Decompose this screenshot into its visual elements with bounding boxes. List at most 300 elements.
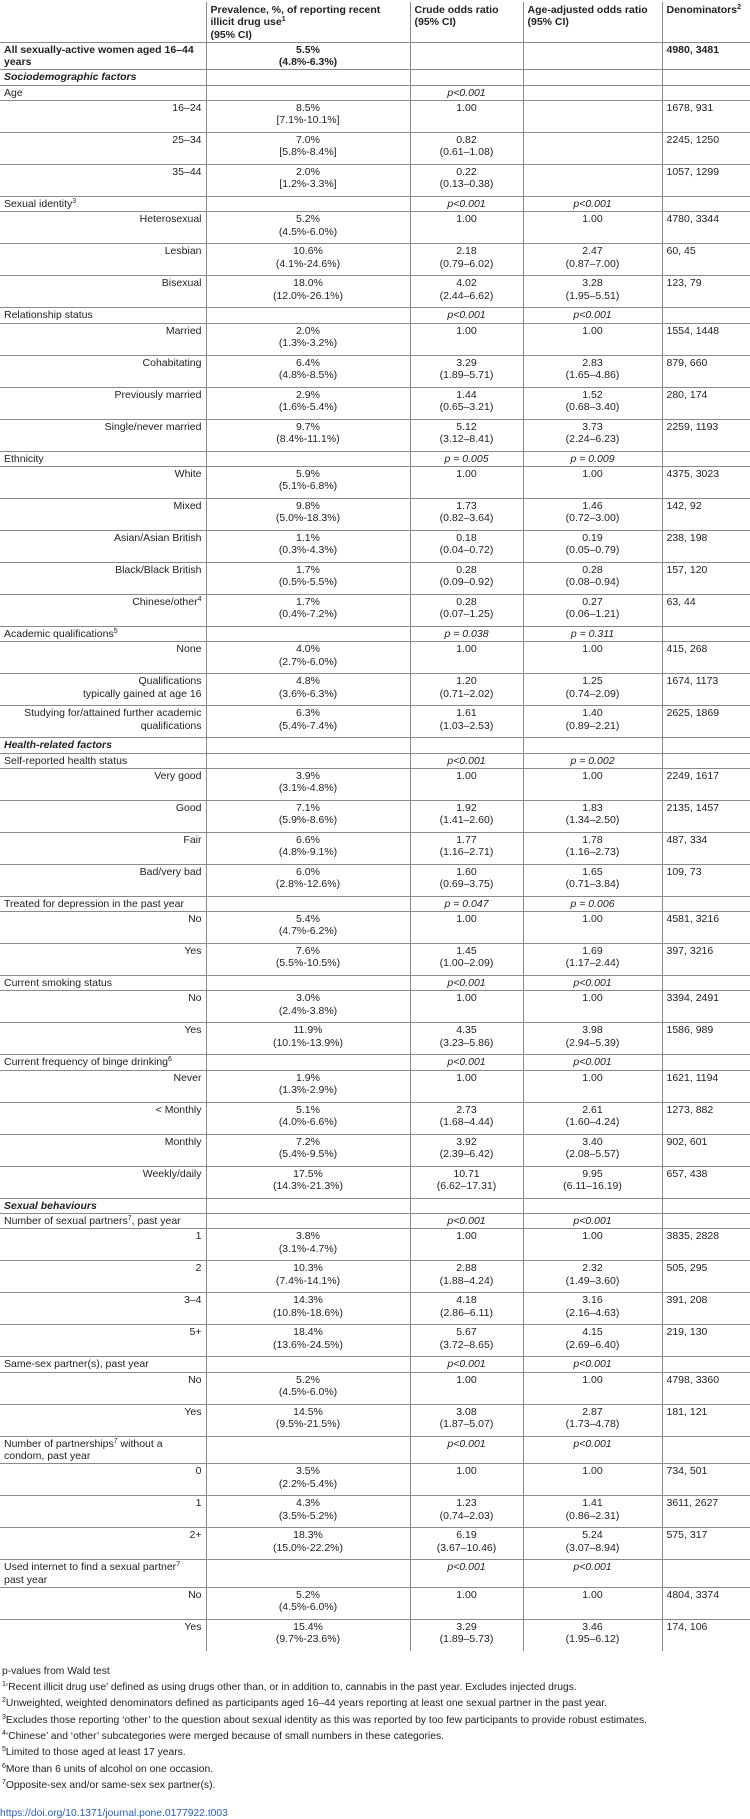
crude-or-cell: 0.22 (0.13–0.38) [410, 165, 523, 197]
prevalence-cell: 18.0% (12.0%-26.1%) [206, 276, 410, 308]
category-label: Mixed [0, 498, 206, 530]
crude-or-cell: 1.00 [410, 1464, 523, 1496]
table-row [0, 1102, 750, 1134]
table-row [0, 642, 750, 674]
denominator-cell: 4581, 3216 [662, 912, 750, 944]
empty-cell [206, 1214, 410, 1229]
denominator-cell: 505, 295 [662, 1261, 750, 1293]
table-row [0, 800, 750, 832]
adjusted-or-cell: 9.95 (6.11–16.19) [523, 1166, 662, 1198]
category-label: Studying for/attained further academic qualifications [0, 706, 206, 738]
prevalence-cell: 1.1% (0.3%-4.3%) [206, 530, 410, 562]
adjusted-or-cell: 2.87 (1.73–4.78) [523, 1404, 662, 1436]
empty-cell [206, 1198, 410, 1213]
crude-or-cell: 2.73 (1.68–4.44) [410, 1102, 523, 1134]
crude-p-value: p<0.001 [410, 976, 523, 991]
empty-cell [206, 1357, 410, 1372]
empty-cell [523, 738, 662, 753]
footnote: $^2$Unweighted, weighted denominators defined as participants aged 16–44 years reporting at least one sexual partner in the past year. [2, 1697, 607, 1710]
adjusted-or-cell: 1.00 [523, 1587, 662, 1619]
denominator-cell: 1678, 931 [662, 101, 750, 133]
table-row [0, 832, 750, 864]
table-row [0, 419, 750, 451]
denominator-cell: 181, 121 [662, 1404, 750, 1436]
denominator-cell: 4375, 3023 [662, 466, 750, 498]
empty-cell [206, 1055, 410, 1070]
denominator-cell: 3394, 2491 [662, 991, 750, 1023]
adjusted-or-cell: 1.00 [523, 991, 662, 1023]
crude-or-cell: 3.08 (1.87–5.07) [410, 1404, 523, 1436]
crude-or-cell: 4.35 (3.23–5.86) [410, 1023, 523, 1055]
denominator-cell: 4798, 3360 [662, 1372, 750, 1404]
table-row [0, 323, 750, 355]
empty-cell [206, 738, 410, 753]
crude-p-value: p<0.001 [410, 1055, 523, 1070]
table-row [0, 212, 750, 244]
header-prevalence: Prevalence, %, of reporting recent illicit drug use$^1$ (95% CI) [206, 2, 410, 42]
table-row [0, 498, 750, 530]
adjusted-or-cell: 3.16 (2.16–4.63) [523, 1293, 662, 1325]
empty-cell [206, 1560, 410, 1588]
prevalence-cell: 8.5% [7.1%-10.1%] [206, 101, 410, 133]
adjusted-or-cell: 2.61 (1.60–4.24) [523, 1102, 662, 1134]
crude-or-cell: 1.00 [410, 912, 523, 944]
prevalence-cell: 9.7% (8.4%-11.1%) [206, 419, 410, 451]
empty-cell [662, 197, 750, 212]
adjusted-or-cell [523, 101, 662, 133]
doi-link[interactable]: https://doi.org/10.1371/journal.pone.0177922.t003 [0, 1808, 228, 1819]
crude-or-cell: 1.44 (0.65–3.21) [410, 387, 523, 419]
category-label: No [0, 991, 206, 1023]
table-row [0, 1404, 750, 1436]
denominator-cell: 3835, 2828 [662, 1229, 750, 1261]
variable-group-row [0, 1436, 750, 1464]
prevalence-cell: 18.3% (15.0%-22.2%) [206, 1528, 410, 1560]
prevalence-cell: 6.3% (5.4%-7.4%) [206, 706, 410, 738]
crude-or-cell: 0.82 (0.61–1.08) [410, 133, 523, 165]
category-label: < Monthly [0, 1102, 206, 1134]
variable-group-row [0, 308, 750, 323]
table-row [0, 1134, 750, 1166]
adjusted-or-cell: 1.00 [523, 1464, 662, 1496]
footnote: $^7$Opposite-sex and/or same-sex sex partner(s). [2, 1778, 216, 1791]
category-label: Previously married [0, 387, 206, 419]
footnote: $^6$More than 6 units of alcohol on one occasion. [2, 1762, 214, 1775]
table-row [0, 244, 750, 276]
adjusted-p-value: p<0.001 [523, 1357, 662, 1372]
table-row [0, 165, 750, 197]
category-label: Married [0, 323, 206, 355]
variable-group-row [0, 1055, 750, 1070]
adjusted-p-value: p<0.001 [523, 308, 662, 323]
adjusted-or-cell: 4.15 (2.69–6.40) [523, 1325, 662, 1357]
prevalence-cell: 10.6% (4.1%-24.6%) [206, 244, 410, 276]
denominator-cell: 174, 106 [662, 1619, 750, 1651]
empty-cell [206, 626, 410, 641]
variable-group-row [0, 626, 750, 641]
variable-label: Relationship status [0, 308, 206, 323]
table-row [0, 1229, 750, 1261]
table-row [0, 1496, 750, 1528]
category-label: Yes [0, 1404, 206, 1436]
crude-or-cell: 1.00 [410, 642, 523, 674]
denominator-cell: 657, 438 [662, 1166, 750, 1198]
crude-or-cell: 1.00 [410, 1229, 523, 1261]
crude-or-cell: 3.29 (1.89–5.71) [410, 355, 523, 387]
crude-or-cell: 1.77 (1.16–2.71) [410, 832, 523, 864]
variable-label: Self-reported health status [0, 753, 206, 768]
category-label: 1 [0, 1496, 206, 1528]
denominator-cell: 2135, 1457 [662, 800, 750, 832]
denominator-cell: 415, 268 [662, 642, 750, 674]
table-row [0, 1293, 750, 1325]
prevalence-cell: 14.5% (9.5%-21.5%) [206, 1404, 410, 1436]
crude-or-cell: 2.88 (1.88–4.24) [410, 1261, 523, 1293]
crude-or-cell: 1.23 (0.74–2.03) [410, 1496, 523, 1528]
crude-or-cell: 1.00 [410, 101, 523, 133]
adjusted-or-cell: 1.40 (0.89–2.21) [523, 706, 662, 738]
category-label: 2 [0, 1261, 206, 1293]
table-row [0, 1023, 750, 1055]
crude-p-value: p = 0.038 [410, 626, 523, 641]
table-row [0, 466, 750, 498]
section-label: Sociodemographic factors [0, 70, 206, 85]
adjusted-p-value: p<0.001 [523, 1436, 662, 1464]
adjusted-or-cell: 3.46 (1.95–6.12) [523, 1619, 662, 1651]
crude-or-cell: 3.92 (2.39–6.42) [410, 1134, 523, 1166]
table-row [0, 1261, 750, 1293]
prevalence-cell: 3.0% (2.4%-3.8%) [206, 991, 410, 1023]
empty-cell [662, 1436, 750, 1464]
category-label: Monthly [0, 1134, 206, 1166]
crude-or-cell: 1.92 (1.41–2.60) [410, 800, 523, 832]
header-adjusted-or: Age-adjusted odds ratio (95% CI) [523, 2, 662, 42]
table-row [0, 530, 750, 562]
adjusted-or-cell: 3.28 (1.95–5.51) [523, 276, 662, 308]
adjusted-or-cell: 1.78 (1.16–2.73) [523, 832, 662, 864]
crude-or-cell: 1.00 [410, 1070, 523, 1102]
variable-label: Age [0, 85, 206, 100]
footnote: $^4$‘Chinese’ and ‘other’ subcategories were merged because of small numbers in these categories. [2, 1730, 444, 1743]
variable-group-row [0, 896, 750, 911]
crude-or-cell: 5.67 (3.72–8.65) [410, 1325, 523, 1357]
denominator-cell: 219, 130 [662, 1325, 750, 1357]
empty-cell [206, 976, 410, 991]
empty-cell [410, 738, 523, 753]
crude-or-cell: 1.61 (1.03–2.53) [410, 706, 523, 738]
empty-cell [662, 976, 750, 991]
crude-or-cell: 1.00 [410, 212, 523, 244]
crude-or-cell: 0.18 (0.04–0.72) [410, 530, 523, 562]
section-header-row [0, 1198, 750, 1213]
adjusted-or-cell [523, 165, 662, 197]
empty-cell [662, 70, 750, 85]
empty-cell [662, 1198, 750, 1213]
section-label: Health-related factors [0, 738, 206, 753]
crude-or-cell: 0.28 (0.07–1.25) [410, 594, 523, 626]
adjusted-or-cell: 1.46 (0.72–3.00) [523, 498, 662, 530]
denominator-cell: 487, 334 [662, 832, 750, 864]
crude-or-cell: 5.12 (3.12–8.41) [410, 419, 523, 451]
denominator-cell: 1057, 1299 [662, 165, 750, 197]
category-label: 5+ [0, 1325, 206, 1357]
adjusted-or-cell: 0.19 (0.05–0.79) [523, 530, 662, 562]
overall-prevalence: 5.5% (4.8%-6.3%) [206, 42, 410, 70]
crude-or-cell: 6.19 (3.67–10.46) [410, 1528, 523, 1560]
denominator-cell: 734, 501 [662, 1464, 750, 1496]
crude-p-value: p<0.001 [410, 85, 523, 100]
table-row [0, 594, 750, 626]
denominator-cell: 157, 120 [662, 562, 750, 594]
prevalence-cell: 6.0% (2.8%-12.6%) [206, 864, 410, 896]
crude-p-value: p<0.001 [410, 1560, 523, 1588]
category-label: Yes [0, 1619, 206, 1651]
table-row [0, 674, 750, 706]
denominator-cell: 4804, 3374 [662, 1587, 750, 1619]
prevalence-cell: 5.2% (4.5%-6.0%) [206, 212, 410, 244]
footnote: $^1$‘Recent illicit drug use’ defined as using drugs other than, or in addition to, cannabis in the past year. Excludes injected drugs. [2, 1681, 577, 1694]
denominator-cell: 879, 660 [662, 355, 750, 387]
adjusted-or-cell: 1.00 [523, 912, 662, 944]
crude-p-value: p<0.001 [410, 197, 523, 212]
crude-or-cell: 1.00 [410, 323, 523, 355]
prevalence-cell: 10.3% (7.4%-14.1%) [206, 1261, 410, 1293]
empty-cell [523, 1198, 662, 1213]
prevalence-cell: 2.0% (1.3%-3.2%) [206, 323, 410, 355]
crude-or-cell: 2.18 (0.79–6.02) [410, 244, 523, 276]
category-label: Yes [0, 944, 206, 976]
denominator-cell: 397, 3216 [662, 944, 750, 976]
category-label: 16–24 [0, 101, 206, 133]
crude-or-cell: 10.71 (6.62–17.31) [410, 1166, 523, 1198]
prevalence-cell: 7.2% (5.4%-9.5%) [206, 1134, 410, 1166]
prevalence-cell: 5.2% (4.5%-6.0%) [206, 1587, 410, 1619]
table-row [0, 276, 750, 308]
denominator-cell: 1621, 1194 [662, 1070, 750, 1102]
adjusted-or-cell: 2.47 (0.87–7.00) [523, 244, 662, 276]
category-label: Bisexual [0, 276, 206, 308]
adjusted-or-cell: 1.83 (1.34–2.50) [523, 800, 662, 832]
prevalence-cell: 15.4% (9.7%-23.6%) [206, 1619, 410, 1651]
category-label: Lesbian [0, 244, 206, 276]
adjusted-or-cell: 1.00 [523, 1070, 662, 1102]
section-label: Sexual behaviours [0, 1198, 206, 1213]
data-table [0, 2, 750, 1651]
adjusted-p-value: p<0.001 [523, 1214, 662, 1229]
variable-group-row [0, 85, 750, 100]
category-label: 35–44 [0, 165, 206, 197]
table-row [0, 1166, 750, 1198]
table-row [0, 864, 750, 896]
adjusted-or-cell: 3.40 (2.08–5.57) [523, 1134, 662, 1166]
prevalence-cell: 3.5% (2.2%-5.4%) [206, 1464, 410, 1496]
prevalence-cell: 14.3% (10.8%-18.6%) [206, 1293, 410, 1325]
denominator-cell: 280, 174 [662, 387, 750, 419]
category-label: Fair [0, 832, 206, 864]
adjusted-or-cell: 2.83 (1.65–4.86) [523, 355, 662, 387]
category-label: Yes [0, 1023, 206, 1055]
variable-label: Ethnicity [0, 451, 206, 466]
variable-label: Same-sex partner(s), past year [0, 1357, 206, 1372]
footnote: $^5$Limited to those aged at least 17 years. [2, 1746, 186, 1759]
category-label: Qualifications typically gained at age 16 [0, 674, 206, 706]
crude-or-cell: 4.18 (2.86–6.11) [410, 1293, 523, 1325]
crude-or-cell: 1.00 [410, 768, 523, 800]
adjusted-or-cell: 1.00 [523, 768, 662, 800]
category-label: 25–34 [0, 133, 206, 165]
table-row [0, 562, 750, 594]
crude-or-cell: 1.00 [410, 991, 523, 1023]
denominator-cell: 238, 198 [662, 530, 750, 562]
variable-label: Treated for depression in the past year [0, 896, 206, 911]
crude-or-cell: 1.00 [410, 466, 523, 498]
category-label: No [0, 1587, 206, 1619]
empty-cell [662, 753, 750, 768]
empty-cell [206, 896, 410, 911]
category-label: Black/Black British [0, 562, 206, 594]
prevalence-cell: 2.9% (1.6%-5.4%) [206, 387, 410, 419]
table-row [0, 355, 750, 387]
empty-cell [662, 1055, 750, 1070]
variable-group-row [0, 1214, 750, 1229]
adjusted-or-cell: 5.24 (3.07–8.94) [523, 1528, 662, 1560]
crude-p-value: p = 0.047 [410, 896, 523, 911]
crude-or-cell: 4.02 (2.44–6.62) [410, 276, 523, 308]
header-denominators: Denominators$^2$ [662, 2, 750, 42]
prevalence-cell: 18.4% (13.6%-24.5%) [206, 1325, 410, 1357]
empty-cell [662, 1357, 750, 1372]
table-header-row [0, 2, 750, 42]
denominator-cell: 1554, 1448 [662, 323, 750, 355]
category-label: Bad/very bad [0, 864, 206, 896]
variable-label: Academic qualifications$^5$ [0, 626, 206, 641]
prevalence-cell: 4.0% (2.7%-6.0%) [206, 642, 410, 674]
empty-cell [662, 85, 750, 100]
variable-label: Sexual identity$^3$ [0, 197, 206, 212]
denominator-cell: 1586, 989 [662, 1023, 750, 1055]
header-blank [0, 2, 206, 42]
empty-cell [662, 738, 750, 753]
table-row [0, 1528, 750, 1560]
empty-cell [410, 70, 523, 85]
table-row [0, 1587, 750, 1619]
adjusted-or-cell: 1.00 [523, 212, 662, 244]
empty-cell [523, 70, 662, 85]
prevalence-cell: 3.8% (3.1%-4.7%) [206, 1229, 410, 1261]
denominator-cell: 2625, 1869 [662, 706, 750, 738]
category-label: No [0, 912, 206, 944]
prevalence-cell: 5.2% (4.5%-6.0%) [206, 1372, 410, 1404]
adjusted-p-value: p<0.001 [523, 1560, 662, 1588]
adjusted-or-cell: 1.41 (0.86–2.31) [523, 1496, 662, 1528]
adjusted-or-cell: 1.00 [523, 642, 662, 674]
table-row [0, 1619, 750, 1651]
adjusted-or-cell [523, 133, 662, 165]
crude-p-value: p<0.001 [410, 308, 523, 323]
variable-group-row [0, 753, 750, 768]
adjusted-p-value [523, 85, 662, 100]
variable-group-row [0, 1357, 750, 1372]
table-row [0, 1325, 750, 1357]
adjusted-p-value: p<0.001 [523, 197, 662, 212]
prevalence-cell: 7.1% (5.9%-8.6%) [206, 800, 410, 832]
adjusted-p-value: p<0.001 [523, 1055, 662, 1070]
category-label: 0 [0, 1464, 206, 1496]
adjusted-or-cell: 1.69 (1.17–2.44) [523, 944, 662, 976]
prevalence-cell: 5.4% (4.7%-6.2%) [206, 912, 410, 944]
denominator-cell: 3611, 2627 [662, 1496, 750, 1528]
adjusted-or-cell: 0.28 (0.08–0.94) [523, 562, 662, 594]
prevalence-cell: 1.7% (0.5%-5.5%) [206, 562, 410, 594]
adjusted-p-value: p = 0.006 [523, 896, 662, 911]
table-row [0, 133, 750, 165]
adjusted-or-cell: 1.00 [523, 1229, 662, 1261]
prevalence-cell: 2.0% [1.2%-3.3%] [206, 165, 410, 197]
category-label: Very good [0, 768, 206, 800]
variable-label: Number of sexual partners$^7$, past year [0, 1214, 206, 1229]
variable-label: Current smoking status [0, 976, 206, 991]
crude-or-cell: 1.60 (0.69–3.75) [410, 864, 523, 896]
adjusted-p-value: p = 0.002 [523, 753, 662, 768]
crude-p-value: p<0.001 [410, 753, 523, 768]
table-row [0, 1464, 750, 1496]
denominator-cell: 109, 73 [662, 864, 750, 896]
adjusted-or-cell: 1.00 [523, 466, 662, 498]
category-label: Cohabitating [0, 355, 206, 387]
prevalence-cell: 4.8% (3.6%-6.3%) [206, 674, 410, 706]
prevalence-cell: 17.5% (14.3%-21.3%) [206, 1166, 410, 1198]
category-label: None [0, 642, 206, 674]
empty-cell [662, 626, 750, 641]
crude-p-value: p<0.001 [410, 1357, 523, 1372]
prevalence-cell: 1.9% (1.3%-2.9%) [206, 1070, 410, 1102]
prevalence-cell: 9.8% (5.0%-18.3%) [206, 498, 410, 530]
empty-cell [662, 1560, 750, 1588]
denominator-cell: 391, 208 [662, 1293, 750, 1325]
empty-cell [206, 308, 410, 323]
crude-or-cell: 0.28 (0.09–0.92) [410, 562, 523, 594]
prevalence-cell: 6.4% (4.8%-8.5%) [206, 355, 410, 387]
empty-cell [662, 308, 750, 323]
variable-group-row [0, 197, 750, 212]
category-label: Chinese/other$^4$ [0, 594, 206, 626]
denominator-cell: 123, 79 [662, 276, 750, 308]
table-footnotes [0, 1651, 750, 1794]
footnote: $^3$Excludes those reporting ‘other’ to the question about sexual identity as this was reported by too few participants to provide robust estimates. [2, 1713, 647, 1726]
denominator-cell: 902, 601 [662, 1134, 750, 1166]
empty-cell [662, 1214, 750, 1229]
adjusted-or-cell: 3.73 (2.24–6.23) [523, 419, 662, 451]
empty-cell [410, 1198, 523, 1213]
crude-p-value: p<0.001 [410, 1214, 523, 1229]
adjusted-or-cell: 1.00 [523, 323, 662, 355]
denominator-cell: 4780, 3344 [662, 212, 750, 244]
adjusted-or-cell: 0.27 (0.06–1.21) [523, 594, 662, 626]
prevalence-cell: 1.7% (0.4%-7.2%) [206, 594, 410, 626]
adjusted-or-cell: 3.98 (2.94–5.39) [523, 1023, 662, 1055]
footnote: p-values from Wald test [2, 1665, 110, 1677]
category-label: 2+ [0, 1528, 206, 1560]
overall-label: All sexually-active women aged 16–44 years [4, 43, 194, 69]
adjusted-p-value: p<0.001 [523, 976, 662, 991]
adjusted-or-cell: 1.25 (0.74–2.09) [523, 674, 662, 706]
prevalence-cell: 5.1% (4.0%-6.6%) [206, 1102, 410, 1134]
crude-or-cell: 1.00 [410, 1587, 523, 1619]
category-label: Weekly/daily [0, 1166, 206, 1198]
denominator-cell: 575, 317 [662, 1528, 750, 1560]
category-label: 1 [0, 1229, 206, 1261]
crude-or-cell: 1.45 (1.00–2.09) [410, 944, 523, 976]
